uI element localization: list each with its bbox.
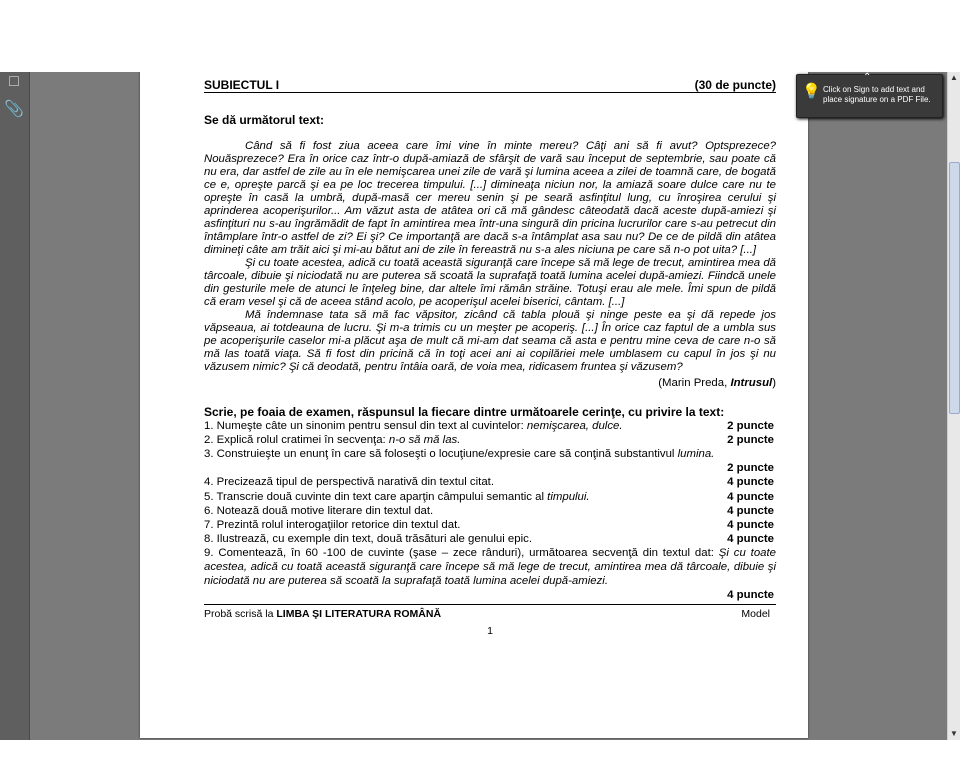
req4-text: 4. Precizează tipul de perspectivă narativă din textul citat.: [204, 476, 494, 489]
requirements-title: Scrie, pe foaia de examen, răspunsul la fiecare dintre următoarele cerinţe, cu privire la text:: [204, 405, 725, 419]
attribution: [204, 376, 776, 390]
req2-text: 2. Explică rolul cratimei în secvenţa:: [204, 434, 389, 447]
requirement-5: [204, 490, 776, 504]
lightbulb-icon: 💡: [802, 83, 821, 100]
subject-points: (30 de puncte): [694, 78, 776, 92]
req6-text: 6. Notează două motive literare din textul dat.: [204, 504, 434, 517]
req9-text: 9. Comentează, în 60 -100 de cuvinte (şase – zece rânduri), următoarea secvenţă din textul dat:: [204, 547, 719, 560]
attribution-author: (Marin Preda,: [658, 377, 731, 389]
text-paragraph-1: Când să fi fost ziua aceea care îmi vine în minte mereu? Câţi ani să fi avut? Optsprezece? Nouăsprezece? Era în orice caz într-o după-amiază de sfârşit de vară sau început de septembrie, sau poate că nu era, dar astfel de zile au în ele nemişcarea unei zile de vară şi lumina aceea a zilei de toamnă care, de bogată ce e, opreşte parcă şi ea pe loc trecerea timpului. [...] dimineaţa niciun nor, la amiază soare dulce care nu te opreşte în casă la umbră, după-masă cer mereu senin şi pe seară asfinţitul lung, cu înroşirea cerului şi aprinderea acoperişurilor... Am văzut asta de atâtea ori că mă gândesc câteodată dacă aceste după-amiezi şi asfinţituri nu s-au îngrămădit de fapt în amintirea mea într-una singură din pricina lucrurilor care s-au petrecut din întâmplare într-o astfel de zi? Ei şi? Ce importanţă are dacă s-a întâmplat asa sau nu? De ce de pildă din atâtea dimineţi câte am trăit aici şi mi-au bătut ani de zile în fereastră nu s-a ales niciuna pe care să n-o pot uita? [...]: [204, 140, 776, 256]
pdf-viewer: [0, 72, 960, 740]
req4-points: 4 puncte: [727, 476, 774, 489]
req1-points: 2 puncte: [727, 420, 774, 432]
requirement-7: [204, 518, 776, 532]
requirement-9: [204, 546, 776, 602]
requirement-8: [204, 532, 776, 546]
requirement-1: [204, 419, 776, 433]
page-number: 1: [487, 625, 493, 638]
left-navigation-rail: [0, 72, 30, 740]
scroll-thumb[interactable]: [949, 162, 960, 414]
requirement-4: [204, 475, 776, 489]
subject-header: [204, 78, 776, 93]
req9-points: 4 puncte: [727, 589, 774, 602]
footer-subject: LIMBA ŞI LITERATURA ROMÂNĂ: [276, 608, 442, 621]
req7-text: 7. Prezintă rolul interogaţiilor retorice din textul dat.: [204, 519, 461, 532]
vertical-scrollbar[interactable]: [947, 72, 960, 740]
req9-emphasis: Şi cu toate acestea, adică cu toată această siguranţă care începe să mă lege de trecut, amintirea mea dă târcoale, dibuie şi niciodată nu are puterea să scoată la suprafaţă toată lumina acelei după-amiezi.: [204, 547, 776, 588]
req6-points: 4 puncte: [727, 504, 774, 517]
req3-emphasis: lumina.: [677, 448, 715, 461]
pdf-page: [140, 72, 808, 738]
sign-tooltip: [796, 74, 943, 118]
req1-text: 1. Numeşte câte un sinonim pentru sensul din text al cuvintelor:: [204, 420, 527, 432]
req2-emphasis: n-o să mă las.: [388, 434, 461, 447]
req5-points: 4 puncte: [727, 490, 774, 503]
req3-points: 2 puncte: [727, 462, 774, 475]
req7-points: 4 puncte: [727, 519, 774, 532]
req5-text: 5. Transcrie două cuvinte din text care aparţin câmpului semantic al: [204, 490, 548, 503]
subject-title: SUBIECTUL I: [204, 78, 280, 92]
footer-prefix: Probă scrisă la: [204, 608, 277, 621]
pages-icon[interactable]: □: [9, 73, 19, 90]
requirement-6: [204, 504, 776, 518]
paperclip-icon[interactable]: 📎: [4, 101, 24, 118]
req8-text: 8. Ilustrează, cu exemple din text, două trăsături ale genului epic.: [204, 533, 532, 546]
req3-text: 3. Construieşte un enunţ în care să foloseşti o locuţiune/expresie care să conţină substantivul: [204, 448, 678, 461]
req5-emphasis: timpului.: [547, 490, 590, 503]
text-paragraph-3: Mă îndemnase tata să mă fac văpsitor, zicând că tabla plouă şi ninge peste ea şi dă repede jos văpseaua, ai totdeauna de lucru. Şi m-a trimis cu un meşter pe acoperiş. [...] În orice caz faptul de a umbla sus pe acoperişurile caselor mi-a plăcut aşa de mult că mi-am dat seama că asta e pentru mine ceva de care n-o să mă las toată viaţa. Să fi fost din pricină că în toţi acei ani ai copilăriei mele umblasem cu capul în jos şi nu văzusem nimic? Şi că deodată, pentru întâia oară, de voia mea, ridicasem fruntea şi văzusem?: [204, 309, 776, 373]
req8-points: 4 puncte: [727, 533, 774, 546]
footer-model: Model: [741, 608, 770, 621]
req2-points: 2 puncte: [727, 434, 774, 447]
intro-heading: Se dă următorul text:: [204, 113, 325, 127]
attribution-close: ): [772, 377, 776, 389]
page-content: [204, 72, 776, 637]
tooltip-text: Click on Sign to add text and place signature on a PDF File.: [823, 85, 931, 104]
text-paragraph-2: Şi cu toate acestea, adică cu toată această siguranţă care începe să mă lege de trecut, amintirea mea dă târcoale, dibuie şi niciodată nu are puterea să scoată la suprafaţă toată lumina acelei după-amiezi. Fiindcă unele din gesturile mele de atunci le înţeleg bine, dar altele îmi rămân străine. Totuşi erau ale mele. Îmi spun de pildă că eram vesel şi că de aceea stând acolo, pe acoperişul acelei biserici, cântam. [...]: [204, 257, 776, 308]
attribution-title: Intrusul: [730, 377, 773, 389]
requirement-2: [204, 433, 776, 447]
scroll-down-icon[interactable]: ▼: [950, 729, 958, 738]
requirement-3: [204, 447, 776, 475]
caret-up-icon[interactable]: ⌃: [863, 72, 872, 83]
page-footer: [204, 604, 776, 621]
scroll-up-icon[interactable]: ▲: [950, 73, 958, 82]
req1-emphasis: nemişcarea, dulce.: [526, 420, 623, 432]
